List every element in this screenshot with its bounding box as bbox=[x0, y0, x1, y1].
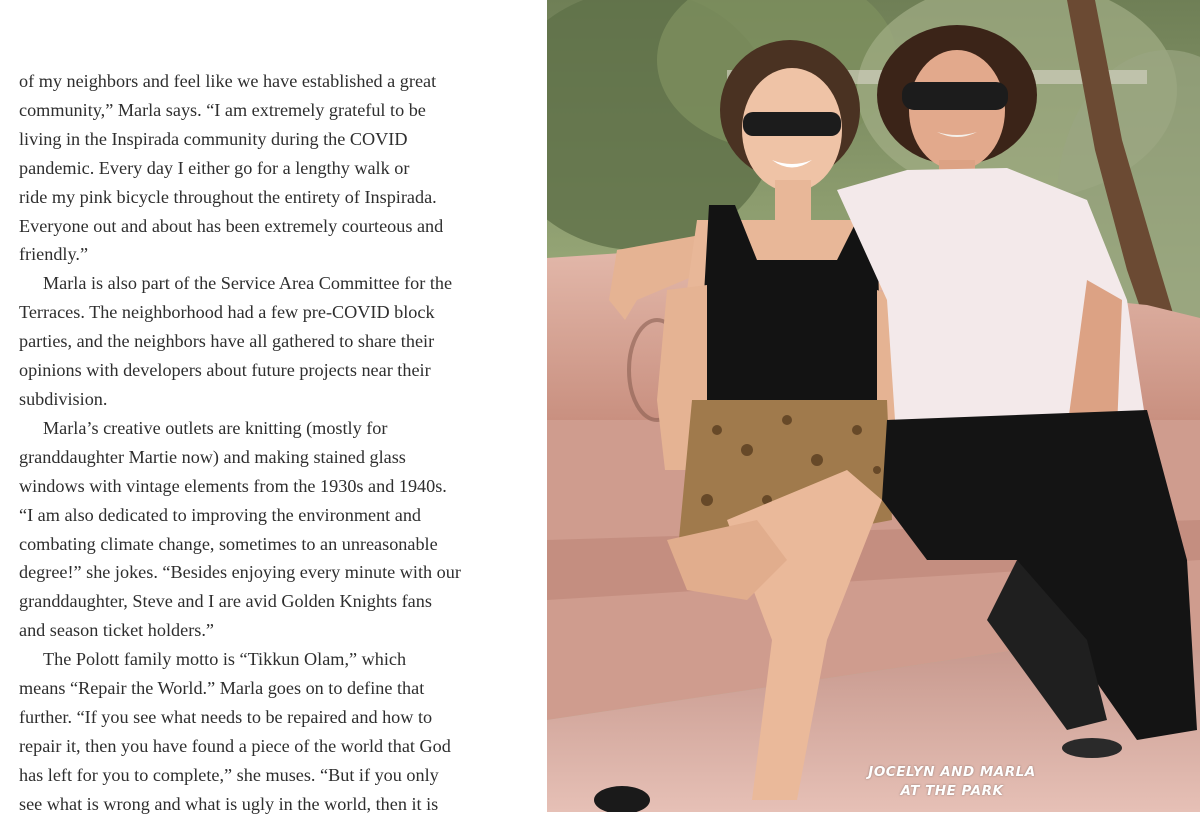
text-line: has left for you to complete,” she muses. “But if you only bbox=[19, 764, 439, 785]
photo-illustration bbox=[547, 0, 1200, 812]
text-line: see what is wrong and what is ugly in the world, then it is bbox=[19, 793, 439, 814]
text-line: Marla is also part of the Service Area Committee for the bbox=[43, 273, 453, 294]
text-line: means “Repair the World.” Marla goes on to define that bbox=[19, 678, 425, 699]
caption-line: JOCELYN AND MARLA bbox=[868, 764, 1036, 780]
article-photo bbox=[547, 0, 1200, 812]
text-line: opinions with developers about future projects near their bbox=[19, 360, 431, 381]
text-line: parties, and the neighbors have all gathered to share their bbox=[19, 331, 435, 352]
paragraph-2 bbox=[19, 269, 529, 414]
photo-caption bbox=[847, 763, 1057, 801]
paragraph-3 bbox=[19, 414, 529, 645]
text-line: repair it, then you have found a piece of the world that God bbox=[19, 735, 451, 756]
text-line: and season ticket holders.” bbox=[19, 620, 214, 641]
text-line: Marla’s creative outlets are knitting (mostly for bbox=[43, 417, 388, 438]
text-line: windows with vintage elements from the 1930s and 1940s. bbox=[19, 475, 447, 496]
text-line: Terraces. The neighborhood had a few pre-COVID block bbox=[19, 302, 435, 323]
text-line: of my neighbors and feel like we have established a great bbox=[19, 71, 437, 91]
caption-line: AT THE PARK bbox=[900, 783, 1004, 799]
text-line: subdivision. bbox=[19, 388, 108, 409]
text-line: Everyone out and about has been extremely courteous and bbox=[19, 215, 444, 236]
paragraph-4 bbox=[19, 645, 529, 818]
article-text-column bbox=[19, 67, 529, 819]
text-line: ride my pink bicycle throughout the entirety of Inspirada. bbox=[19, 186, 437, 207]
text-line: granddaughter, Steve and I are avid Golden Knights fans bbox=[19, 591, 432, 612]
text-line: living in the Inspirada community during the COVID bbox=[19, 128, 408, 149]
paragraph-1 bbox=[19, 67, 529, 269]
text-line: community,” Marla says. “I am extremely grateful to be bbox=[19, 99, 426, 120]
text-line: pandemic. Every day I either go for a lengthy walk or bbox=[19, 157, 410, 178]
text-line: granddaughter Martie now) and making stained glass bbox=[19, 446, 406, 467]
text-line: friendly.” bbox=[19, 244, 89, 265]
text-line: “I am also dedicated to improving the environment and bbox=[19, 504, 422, 525]
text-line: further. “If you see what needs to be repaired and how to bbox=[19, 706, 433, 727]
text-line: The Polott family motto is “Tikkun Olam,” which bbox=[43, 649, 407, 670]
text-line: combating climate change, sometimes to an unreasonable bbox=[19, 533, 438, 554]
text-line: degree!” she jokes. “Besides enjoying every minute with our bbox=[19, 562, 461, 583]
